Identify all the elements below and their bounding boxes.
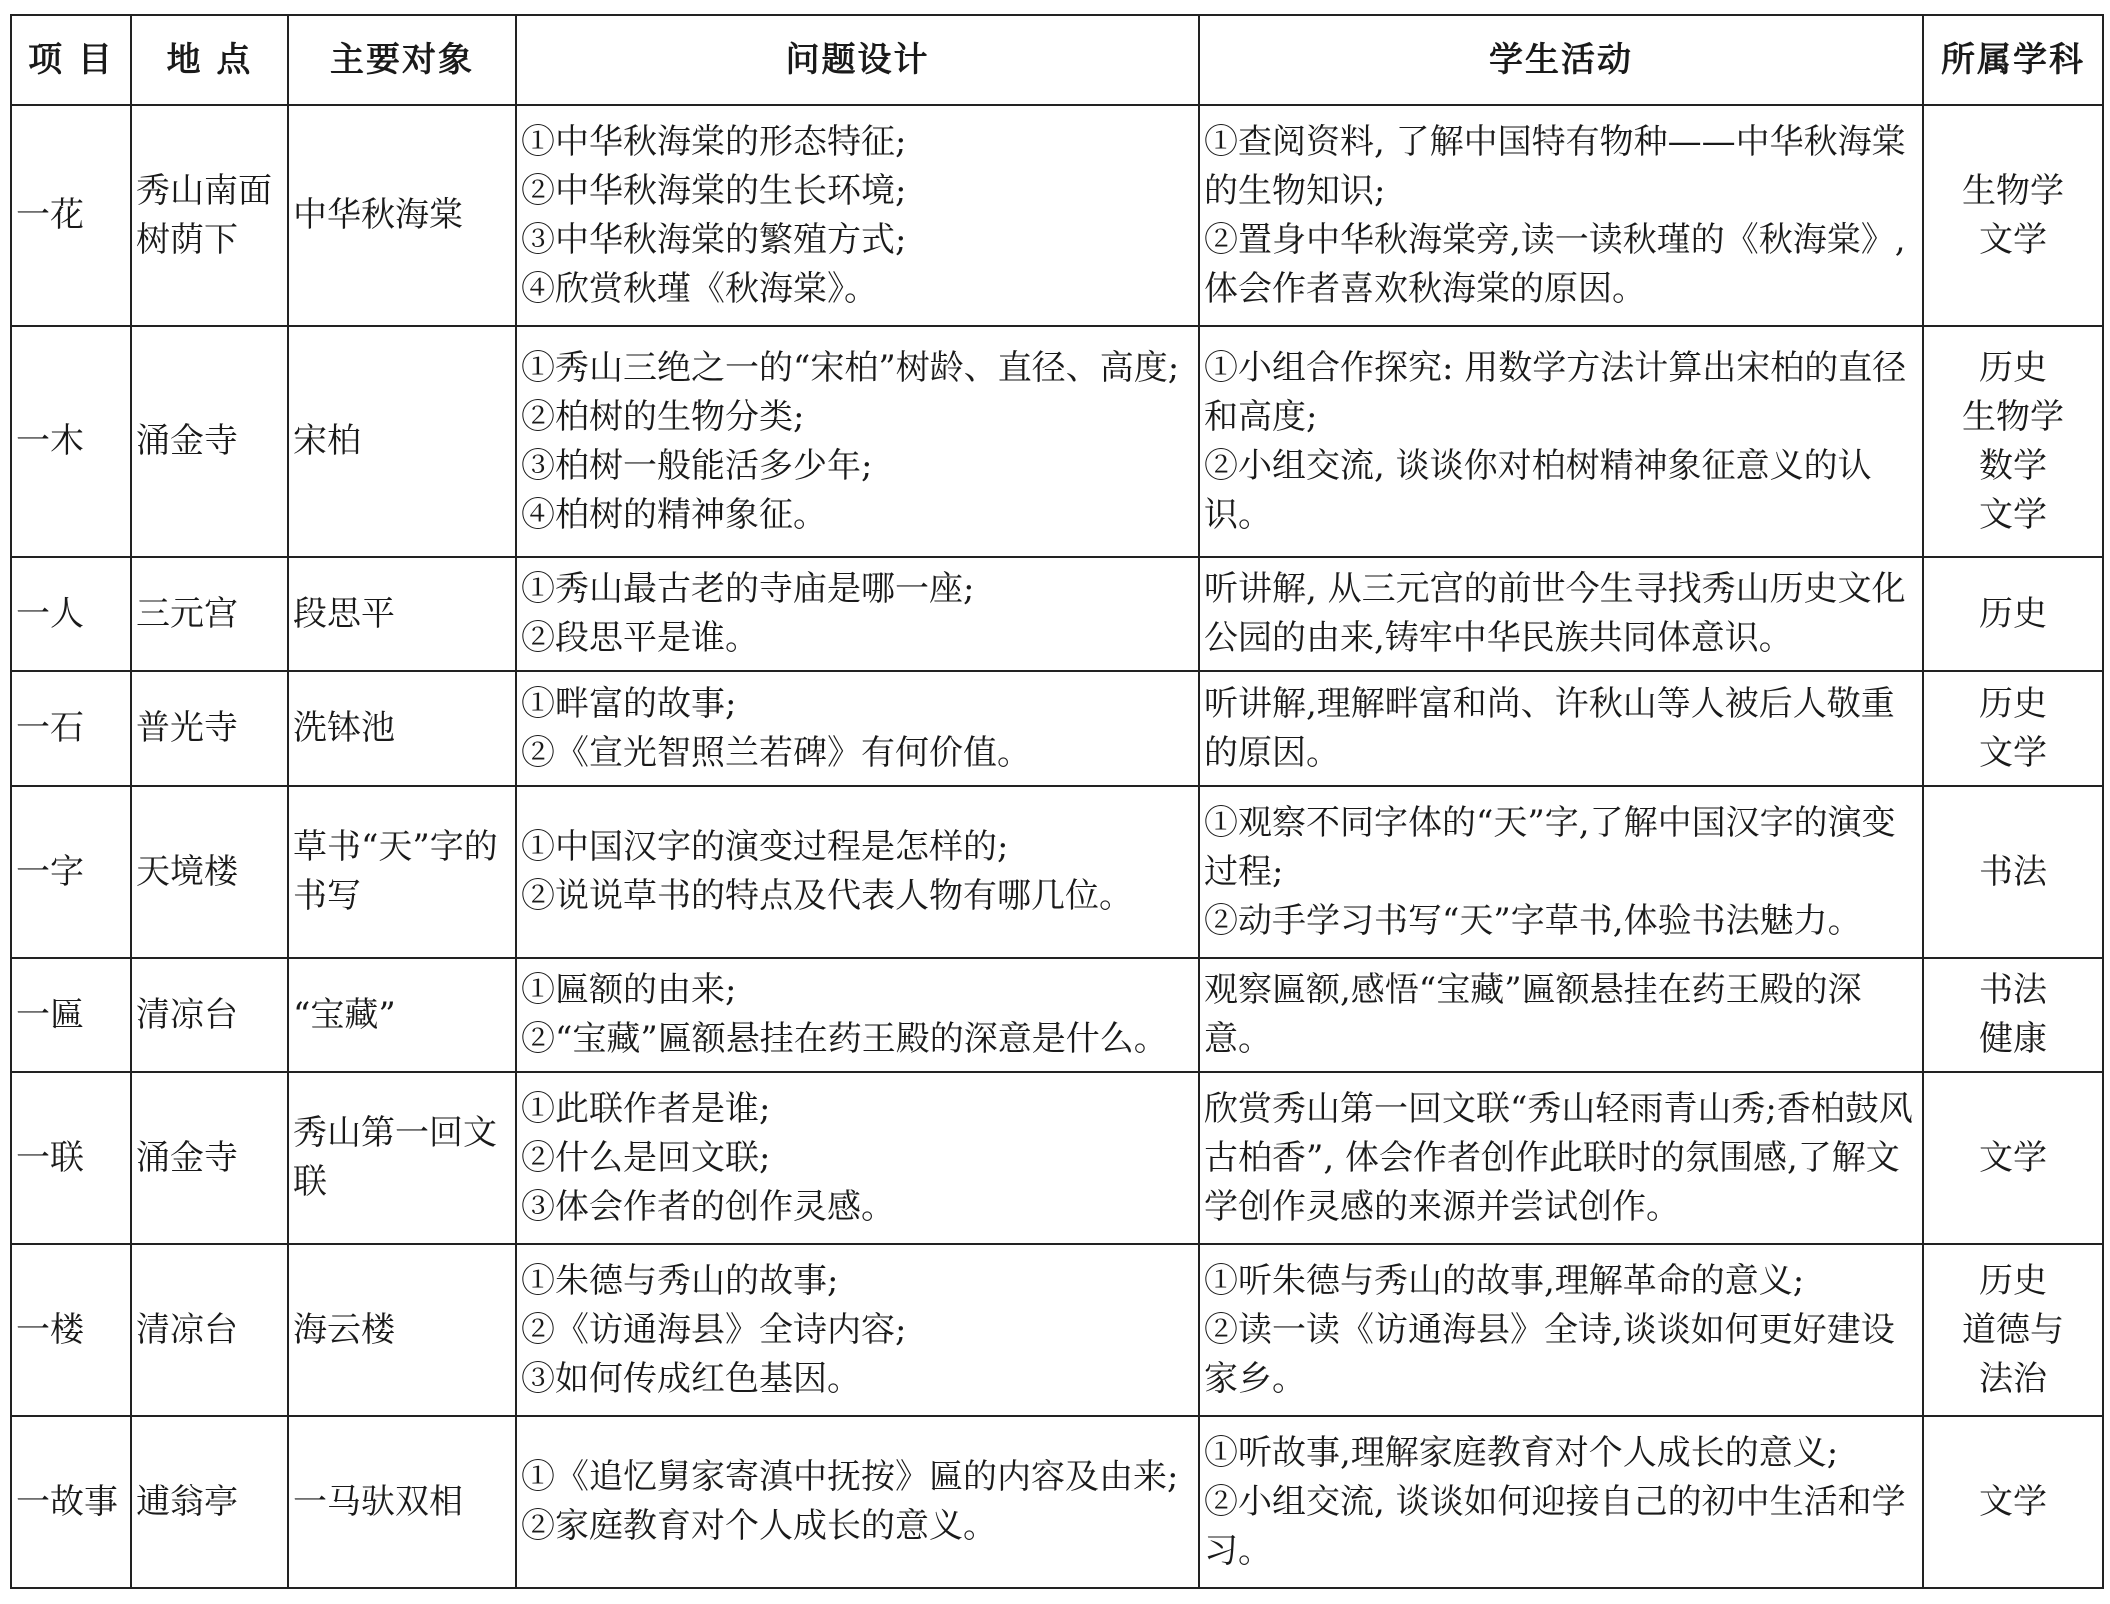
questions-cell	[516, 671, 1199, 786]
activity-item: 欣赏秀山第一回文联“秀山轻雨青山秀;香柏鼓风古柏香”, 体会作者创作此联时的氛围感,了解文学创作灵感的来源并尝试创作。	[1204, 1088, 1913, 1227]
subject-label: 历史	[1979, 1260, 2047, 1301]
table-row	[11, 786, 2103, 958]
question-item: ②《访通海县》全诗内容;	[521, 1309, 907, 1350]
object-cell: 中华秋海棠	[288, 105, 516, 326]
subject-label: 文学	[1979, 1481, 2047, 1522]
place-line: 三元宫	[136, 593, 238, 634]
place-line: 涌金寺	[136, 421, 238, 461]
study-plan-table	[10, 14, 2104, 1589]
table-row	[11, 557, 2103, 671]
object-cell: 一马驮双相	[288, 1416, 516, 1588]
place-cell	[131, 1416, 288, 1588]
question-item: ④欣赏秋瑾《秋海棠》。	[521, 268, 878, 309]
item-cell: 一字	[11, 786, 131, 958]
place-line: 清凉台	[136, 994, 238, 1035]
question-item: ②说说草书的特点及代表人物有哪几位。	[521, 876, 1133, 916]
activity-item: ②小组交流, 谈谈你对柏树精神象征意义的认识。	[1204, 445, 1872, 535]
question-item: ②段思平是谁。	[521, 618, 759, 658]
subject-label: 生物学	[1962, 396, 2064, 437]
item-cell: 一匾	[11, 958, 131, 1072]
subject-label: 历史	[1979, 593, 2047, 634]
question-item: ③体会作者的创作灵感。	[521, 1186, 895, 1227]
place-cell	[131, 557, 288, 671]
subjects-cell	[1923, 1416, 2103, 1588]
activity-item: ①观察不同字体的“天”字,了解中国汉字的演变过程;	[1204, 802, 1896, 892]
question-item: ①秀山三绝之一的“宋柏”树龄、直径、高度;	[521, 347, 1180, 388]
question-item: ④柏树的精神象征。	[521, 494, 827, 535]
question-item: ①秀山最古老的寺庙是哪一座;	[521, 569, 975, 609]
table-row	[11, 958, 2103, 1072]
subjects-cell	[1923, 557, 2103, 671]
document-sheet	[10, 14, 2102, 1589]
object-cell: 海云楼	[288, 1244, 516, 1416]
activities-cell	[1199, 557, 1923, 671]
subject-label: 历史	[1979, 347, 2047, 388]
subjects-cell	[1923, 958, 2103, 1072]
subjects-cell	[1923, 326, 2103, 557]
header-subjects: 所属学科	[1923, 15, 2103, 105]
activities-cell	[1199, 1416, 1923, 1588]
header-place: 地 点	[131, 15, 288, 105]
place-line: 树荫下	[136, 219, 238, 260]
subject-label: 文学	[1979, 219, 2047, 260]
subjects-cell	[1923, 786, 2103, 958]
place-line: 天境楼	[136, 851, 238, 892]
item-cell: 一人	[11, 557, 131, 671]
activities-cell	[1199, 958, 1923, 1072]
subject-label: 书法	[1979, 970, 2047, 1010]
activities-cell	[1199, 326, 1923, 557]
place-line: 普光寺	[136, 708, 238, 748]
question-item: ①匾额的由来;	[521, 970, 737, 1010]
item-cell: 一楼	[11, 1244, 131, 1416]
activities-cell	[1199, 1072, 1923, 1244]
question-item: ③柏树一般能活多少年;	[521, 445, 873, 486]
subject-label: 道德与	[1962, 1309, 2064, 1350]
subjects-cell	[1923, 105, 2103, 326]
item-cell: 一花	[11, 105, 131, 326]
subject-label: 文学	[1979, 732, 2047, 773]
activity-item: ①听朱德与秀山的故事,理解革命的意义;	[1204, 1260, 1805, 1301]
place-line: 清凉台	[136, 1309, 238, 1350]
item-cell: 一木	[11, 326, 131, 557]
subject-label: 法治	[1979, 1358, 2047, 1399]
question-item: ①畔富的故事;	[521, 683, 737, 724]
question-item: ①朱德与秀山的故事;	[521, 1260, 839, 1301]
question-item: ②什么是回文联;	[521, 1137, 771, 1178]
question-item: ③如何传成红色基因。	[521, 1358, 861, 1399]
table-row	[11, 671, 2103, 786]
place-cell	[131, 1244, 288, 1416]
subject-label: 数学	[1979, 445, 2047, 486]
activity-item: ②读一读《访通海县》全诗,谈谈如何更好建设家乡。	[1204, 1309, 1895, 1399]
header-row	[11, 15, 2103, 105]
object-cell: 草书“天”字的书写	[288, 786, 516, 958]
activity-item: 观察匾额,感悟“宝藏”匾额悬挂在药王殿的深意。	[1204, 970, 1862, 1059]
place-line: 涌金寺	[136, 1137, 238, 1178]
activity-item: ①听故事,理解家庭教育对个人成长的意义;	[1204, 1432, 1839, 1473]
activities-cell	[1199, 671, 1923, 786]
questions-cell	[516, 1416, 1199, 1588]
subjects-cell	[1923, 1244, 2103, 1416]
object-cell: 宋柏	[288, 326, 516, 557]
object-cell: “宝藏”	[288, 958, 516, 1072]
subject-label: 历史	[1979, 683, 2047, 724]
activities-cell	[1199, 1244, 1923, 1416]
header-object: 主要对象	[288, 15, 516, 105]
questions-cell	[516, 958, 1199, 1072]
subjects-cell	[1923, 1072, 2103, 1244]
item-cell: 一联	[11, 1072, 131, 1244]
table-row	[11, 1416, 2103, 1588]
question-item: ②柏树的生物分类;	[521, 396, 805, 437]
subject-label: 健康	[1979, 1019, 2047, 1059]
activity-item: ②置身中华秋海棠旁,读一读秋瑾的《秋海棠》,体会作者喜欢秋海棠的原因。	[1204, 219, 1906, 309]
table-row	[11, 1244, 2103, 1416]
question-item: ①中华秋海棠的形态特征;	[521, 121, 907, 162]
questions-cell	[516, 326, 1199, 557]
questions-cell	[516, 105, 1199, 326]
header-activities: 学生活动	[1199, 15, 1923, 105]
question-item: ①《追忆舅家寄滇中抚按》匾的内容及由来;	[521, 1457, 1179, 1497]
question-item: ②《宣光智照兰若碑》有何价值。	[521, 732, 1031, 773]
header-questions: 问题设计	[516, 15, 1199, 105]
item-cell: 一石	[11, 671, 131, 786]
table-row	[11, 326, 2103, 557]
subject-label: 文学	[1979, 494, 2047, 535]
questions-cell	[516, 1244, 1199, 1416]
activity-item: ②小组交流, 谈谈如何迎接自己的初中生活和学习。	[1204, 1481, 1906, 1571]
question-item: ①此联作者是谁;	[521, 1088, 771, 1129]
header-item: 项 目	[11, 15, 131, 105]
subject-label: 生物学	[1962, 170, 2064, 211]
place-cell	[131, 958, 288, 1072]
activity-item: ①小组合作探究: 用数学方法计算出宋柏的直径和高度;	[1204, 347, 1907, 437]
question-item: ②“宝藏”匾额悬挂在药王殿的深意是什么。	[521, 1019, 1168, 1059]
subjects-cell	[1923, 671, 2103, 786]
place-cell	[131, 786, 288, 958]
place-cell	[131, 326, 288, 557]
questions-cell	[516, 1072, 1199, 1244]
place-cell	[131, 105, 288, 326]
place-cell	[131, 671, 288, 786]
object-cell: 段思平	[288, 557, 516, 671]
subject-label: 书法	[1979, 851, 2047, 892]
activity-item: ②动手学习书写“天”字草书,体验书法魅力。	[1204, 900, 1862, 941]
question-item: ③中华秋海棠的繁殖方式;	[521, 219, 907, 260]
question-item: ①中国汉字的演变过程是怎样的;	[521, 827, 1009, 867]
place-line: 秀山南面	[136, 170, 272, 211]
activities-cell	[1199, 105, 1923, 326]
table-row	[11, 1072, 2103, 1244]
question-item: ②中华秋海棠的生长环境;	[521, 170, 907, 211]
place-cell	[131, 1072, 288, 1244]
question-item: ②家庭教育对个人成长的意义。	[521, 1506, 997, 1546]
activity-item: 听讲解,理解畔富和尚、许秋山等人被后人敬重的原因。	[1204, 683, 1895, 773]
activities-cell	[1199, 786, 1923, 958]
place-line: 逋翁亭	[136, 1481, 238, 1522]
table-row	[11, 105, 2103, 326]
object-cell: 洗钵池	[288, 671, 516, 786]
subject-label: 文学	[1979, 1137, 2047, 1178]
questions-cell	[516, 557, 1199, 671]
item-cell: 一故事	[11, 1416, 131, 1588]
questions-cell	[516, 786, 1199, 958]
activity-item: 听讲解, 从三元宫的前世今生寻找秀山历史文化公园的由来,铸牢中华民族共同体意识。	[1204, 569, 1906, 658]
object-cell: 秀山第一回文联	[288, 1072, 516, 1244]
activity-item: ①查阅资料, 了解中国特有物种——中华秋海棠的生物知识;	[1204, 121, 1906, 211]
